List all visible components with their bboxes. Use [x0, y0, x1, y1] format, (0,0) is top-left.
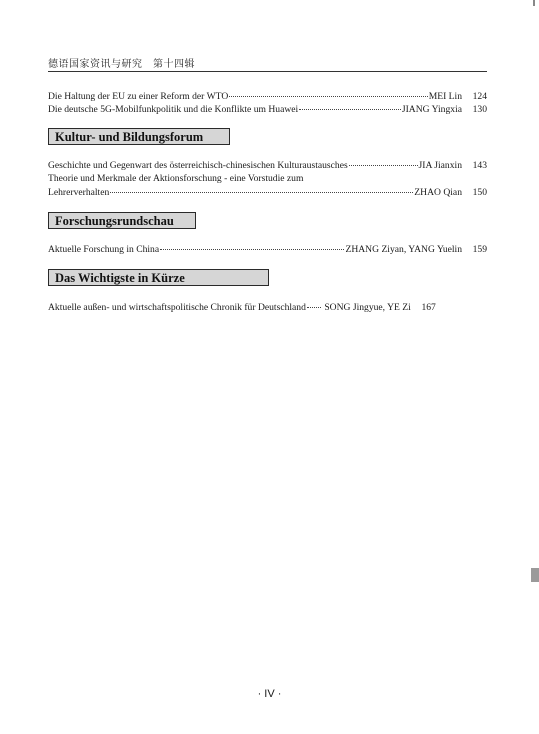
- entry-page-number: 124: [472, 91, 487, 102]
- header-rule: [48, 71, 487, 72]
- toc-entry[interactable]: [48, 102, 487, 116]
- entry-author: ZHAO Qian: [414, 187, 462, 198]
- scrollbar-thumb[interactable]: [531, 568, 539, 582]
- entry-page-number: 150: [472, 187, 487, 198]
- scan-edge-mark: [533, 0, 535, 6]
- leader-dots: [349, 156, 418, 166]
- entry-title: Aktuelle Forschung in China: [48, 244, 160, 255]
- leader-dots: [160, 240, 344, 250]
- entry-title: Aktuelle außen- und wirtschaftspolitische Chronik für Deutschland: [48, 302, 306, 313]
- entry-title-line1: Theorie und Merkmale der Aktionsforschung - eine Vorstudie zum: [48, 173, 304, 184]
- section-heading: Das Wichtigste in Kürze: [48, 269, 269, 286]
- entry-author: JIANG Yingxia: [401, 104, 462, 115]
- toc-entry[interactable]: [48, 300, 487, 314]
- entry-title: Die deutsche 5G-Mobilfunkpolitik und die Konflikte um Huawei: [48, 104, 299, 115]
- toc-entry[interactable]: [48, 89, 487, 103]
- section-heading: Kultur- und Bildungsforum: [48, 128, 230, 145]
- entry-page-number: 130: [472, 104, 487, 115]
- running-header: 德语国家资讯与研究 第十四辑: [48, 59, 195, 70]
- page-number-footer: · IV ·: [257, 688, 282, 700]
- toc-entry[interactable]: [48, 158, 487, 172]
- entry-author: ZHANG Ziyan, YANG Yuelin: [345, 244, 462, 255]
- entry-author: MEI Lin: [428, 91, 462, 102]
- entry-author: JIA Jianxin: [418, 160, 462, 171]
- leader-dots: [307, 298, 321, 308]
- entry-author: SONG Jingyue, YE Zi: [324, 302, 411, 313]
- entry-title: Lehrerverhalten: [48, 187, 110, 198]
- leader-dots: [299, 100, 401, 110]
- entry-page-number: 159: [472, 244, 487, 255]
- toc-entry[interactable]: [48, 242, 487, 256]
- entry-page-number: 167: [421, 302, 436, 313]
- entry-page-number: 143: [472, 160, 487, 171]
- section-heading: Forschungsrundschau: [48, 212, 196, 229]
- entry-title: Geschichte und Gegenwart des österreichisch-chinesischen Kulturaustausches: [48, 160, 348, 171]
- entry-title: Die Haltung der EU zu einer Reform der WTO: [48, 91, 229, 102]
- leader-dots: [229, 87, 427, 97]
- toc-entry[interactable]: [48, 172, 487, 199]
- leader-dots: [110, 183, 413, 193]
